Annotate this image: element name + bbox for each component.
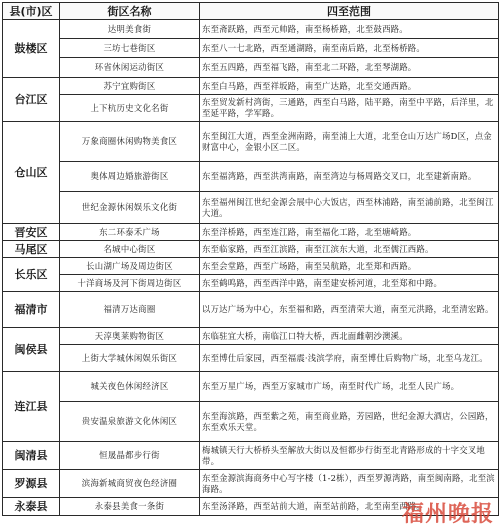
table-header-row — [3, 3, 499, 20]
county-cell: 仓山区 — [3, 122, 60, 224]
street-name-cell: 天淳奥莱购物街区 — [60, 328, 200, 345]
county-cell: 晋安区 — [3, 224, 60, 241]
table-row — [3, 58, 499, 78]
street-name-cell: 奥体周边婚旅游街区 — [60, 162, 200, 192]
table-row — [3, 292, 499, 328]
table-row — [3, 224, 499, 241]
range-cell: 东至会堂路，西至广场路，南至吴航路，北至郑和西路。 — [200, 258, 499, 275]
table-row — [3, 162, 499, 192]
table-row — [3, 78, 499, 95]
county-cell: 福清市 — [3, 292, 60, 328]
county-cell: 罗源县 — [3, 470, 60, 498]
street-name-cell: 东二环泰禾广场 — [60, 224, 200, 241]
range-cell: 东至海滨路，西至紫之苑，南至商业路，芳园路，世纪金源大酒店，公园路，东至欢乐天堂。 — [200, 402, 499, 442]
table-row — [3, 258, 499, 275]
street-range-table — [2, 2, 499, 516]
range-cell: 东至八一七北路，西至通湖路，南至南后路，北至杨桥路。 — [200, 39, 499, 58]
table-row — [3, 328, 499, 345]
county-cell: 台江区 — [3, 78, 60, 122]
table-row — [3, 241, 499, 258]
range-cell: 东至鹤鸣路，西至西洋中路，南至建安桥河道，北至郑和中路。 — [200, 275, 499, 292]
street-name-cell: 十洋商场及河下街周边街区 — [60, 275, 200, 292]
street-name-cell: 长山湖广场及周边街区 — [60, 258, 200, 275]
street-name-cell: 福清万达商圈 — [60, 292, 200, 328]
street-name-cell: 恒晟晶都步行街 — [60, 442, 200, 470]
table-row — [3, 345, 499, 372]
range-cell: 东至福州闽江世纪金源会展中心大饭店，西至林浦路，南至浦前路，北至闽江大道。 — [200, 192, 499, 224]
table-row — [3, 20, 499, 39]
range-cell: 东至博仕后家园，西至福震·浅滨学府，南至博仕后购物广场，北至乌龙江。 — [200, 345, 499, 372]
range-cell: 东至斋跃路，西至元帅路，南至杨桥路，北至鼓西路。 — [200, 20, 499, 39]
header-county: 县(市)区 — [3, 3, 60, 20]
street-name-cell: 达明美食街 — [60, 20, 200, 39]
table-row — [3, 39, 499, 58]
county-cell: 连江县 — [3, 372, 60, 442]
range-cell: 东至洋桥路，西至连江路，南至福化工路，北至塘崎路。 — [200, 224, 499, 241]
header-street-name: 街区名称 — [60, 3, 200, 20]
table-row — [3, 402, 499, 442]
range-cell: 东临驻宜大桥，南临江口特大桥，西北面雌朝沙澳溪。 — [200, 328, 499, 345]
table-container — [2, 2, 498, 516]
street-name-cell: 滨海新城商贸夜色经济圈 — [60, 470, 200, 498]
table-row — [3, 442, 499, 470]
street-name-cell: 世纪金源休闲娱乐文化街 — [60, 192, 200, 224]
range-cell: 以万达广场为中心，东至福和路，西至清荣大道，南至元洪路，北至清宏路。 — [200, 292, 499, 328]
table-row — [3, 122, 499, 162]
range-cell: 东至福湾路，西至洪湾南路，南至湾边与杨周路交叉口，北至建新南路。 — [200, 162, 499, 192]
county-cell: 马尾区 — [3, 241, 60, 258]
street-name-cell: 三坊七巷街区 — [60, 39, 200, 58]
county-cell: 永泰县 — [3, 498, 60, 516]
range-cell: 东至汤泽路，西至站前大道，南至站前路，北至南至西路。 — [200, 498, 499, 516]
table-row — [3, 275, 499, 292]
street-name-cell: 万象商圈休闲购物美食区 — [60, 122, 200, 162]
range-cell: 东至金源滨海商务中心写字楼（1-2栋），西至罗源湾路，南至闽南路，北至滨海路。 — [200, 470, 499, 498]
county-cell: 长乐区 — [3, 258, 60, 292]
street-name-cell: 名城中心街区 — [60, 241, 200, 258]
street-name-cell: 上下杭历史文化名街 — [60, 95, 200, 122]
county-cell: 闽清县 — [3, 442, 60, 470]
street-name-cell: 永泰县美食一条街 — [60, 498, 200, 516]
table-row — [3, 372, 499, 402]
street-name-cell: 城关夜色休闲经济区 — [60, 372, 200, 402]
street-name-cell: 苏宁宜购街区 — [60, 78, 200, 95]
range-cell: 东至万星广场，西至万家城市广场，南至时代广场，北至人民广场。 — [200, 372, 499, 402]
newspaper-watermark: 福州晚报 — [401, 501, 494, 527]
table-row — [3, 192, 499, 224]
range-cell: 东至白马路，西至祥坂路，南至广达路，北至交通西路。 — [200, 78, 499, 95]
county-cell: 闽侯县 — [3, 328, 60, 372]
street-name-cell: 贵安温泉旅游文化休闲区 — [60, 402, 200, 442]
range-cell: 梅城镇天行大桥桥头至解放大街以及恒都步行街至北青路形成的十字交叉地带。 — [200, 442, 499, 470]
range-cell: 东至五四路，西至福飞路，南至北二环路，北至琴湖路。 — [200, 58, 499, 78]
table-row — [3, 95, 499, 122]
range-cell: 东至临家路，西至江滨路，南至江滨东大道，北至儒江西路。 — [200, 241, 499, 258]
street-name-cell: 环省休闲运动街区 — [60, 58, 200, 78]
range-cell: 东至贸发新村湾街，三通路，西至白马路，陆平路，南至中平路，后洋里，北至延平路，学军路。 — [200, 95, 499, 122]
county-cell: 鼓楼区 — [3, 20, 60, 78]
header-range: 四至范围 — [200, 3, 499, 20]
table-row — [3, 470, 499, 498]
range-cell: 东至闽江大道，西至金洲南路，南至浦上大道，北至仓山万达广场D区，点金财富中心，金银小区二区。 — [200, 122, 499, 162]
street-name-cell: 上街大学城休闲娱乐街区 — [60, 345, 200, 372]
